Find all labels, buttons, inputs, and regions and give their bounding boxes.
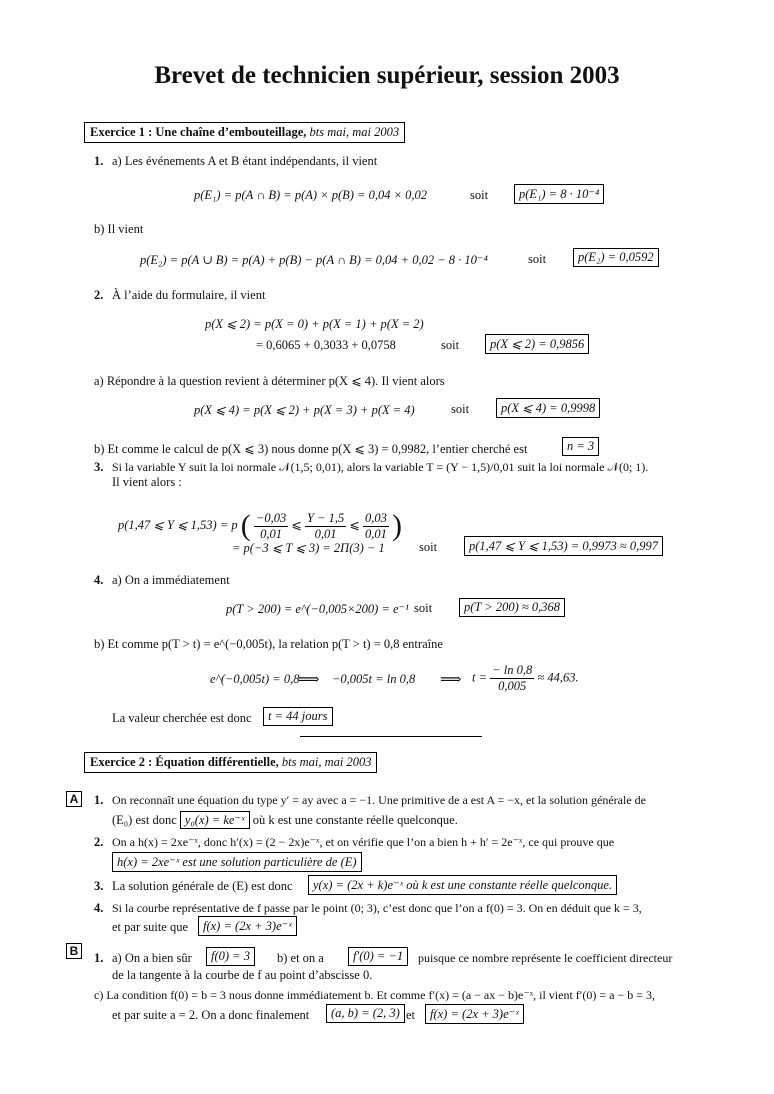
b1-text-2: de la tangente à la courbe de f au point d’abscisse 0. bbox=[112, 968, 373, 982]
exercise-1-source: bts mai, mai 2003 bbox=[309, 125, 400, 139]
implies-arrow: ⟹ bbox=[440, 672, 462, 688]
q1b-equation: p(E₂) = p(A ∪ B) = p(A) + p(B) − p(A ∩ B) = 0,04 + 0,02 − 8 · 10⁻⁴ bbox=[140, 253, 488, 267]
soit-label: soit bbox=[470, 188, 489, 202]
q3-equation-2: = p(−3 ⩽ T ⩽ 3) = 2Π(3) − 1 bbox=[232, 541, 385, 555]
q1-number: 1. bbox=[94, 154, 104, 168]
q3-frac-3: $\frac{0,03}{0,01}$ bbox=[364, 510, 387, 541]
q1a-equation: p(E₁) = p(A ∩ B) = p(A) × p(B) = 0,04 × 0,02 bbox=[194, 188, 428, 202]
page-title: Brevet de technicien supérieur, session 2003 bbox=[154, 62, 620, 89]
q4b-equation-1: e^(−0,005t) = 0,8 bbox=[210, 672, 300, 686]
exercise-1-title: Une chaîne d’embouteillage, bbox=[155, 125, 307, 139]
q3-number: 3. bbox=[94, 460, 104, 474]
a1-result: y₀(x) = ke⁻ˣ bbox=[180, 811, 250, 829]
q4b-conclusion: La valeur cherchée est donc bbox=[112, 711, 252, 725]
exercise-2-header bbox=[84, 752, 377, 773]
soit-label: soit bbox=[414, 601, 433, 615]
q4b-text: b) Et comme p(T > t) = e^(−0,005t), la relation p(T > t) = 0,8 entraîne bbox=[94, 637, 443, 651]
q2-number: 2. bbox=[94, 288, 104, 302]
close-paren: ) bbox=[391, 509, 402, 542]
implies-arrow: ⟹ bbox=[298, 672, 320, 688]
a3-text: La solution générale de (E) est donc bbox=[112, 879, 293, 893]
q4-number: 4. bbox=[94, 573, 104, 587]
q4a-result: p(T > 200) ≈ 0,368 bbox=[459, 598, 565, 617]
bc-result-2: f(x) = (2x + 3)e⁻ˣ bbox=[425, 1004, 524, 1024]
q1a-result: p(E₁) = 8 · 10⁻⁴ bbox=[514, 184, 604, 204]
a1-text-2: (E₀) est donc y₀(x) = ke⁻ˣ où k est une constante réelle quelconque. bbox=[112, 813, 458, 827]
q3-result: p(1,47 ⩽ Y ⩽ 1,53) = 0,9973 ≈ 0,997 bbox=[464, 536, 663, 556]
soit-label: soit bbox=[528, 252, 547, 266]
a1-number: 1. bbox=[94, 793, 104, 807]
q1a-text: a) Les événements A et B étant indépendants, il vient bbox=[112, 154, 378, 168]
a4-text-2: et par suite que bbox=[112, 920, 189, 934]
exercise-1-label: Exercice 1 : bbox=[90, 125, 153, 139]
a4-number: 4. bbox=[94, 901, 104, 915]
q2a-text: a) Répondre à la question revient à déterminer p(X ⩽ 4). Il vient alors bbox=[94, 374, 445, 388]
q4b-frac: $\frac{- \ln 0,8}{0,005}$ bbox=[492, 663, 533, 693]
q1b-result: p(E₂) = 0,0592 bbox=[573, 248, 659, 267]
exercise-2-title: Équation différentielle, bbox=[155, 755, 279, 769]
part-a-marker: A bbox=[66, 791, 82, 807]
bc-text: c) La condition f(0) = b = 3 nous donne immédiatement b. Et comme f′(x) = (a − ax − b)e⁻ˣ, il vient f′(0) = a − b = 3, bbox=[94, 988, 656, 1002]
b1-text-c: puisque ce nombre représente le coefficient directeur bbox=[418, 951, 673, 965]
a1-text: On reconnaît une équation du type y′ = ay avec a = −1. Une primitive de a est A = −x, et la solution générale de bbox=[112, 793, 646, 807]
b1-result-1: f(0) = 3 bbox=[206, 947, 255, 966]
b1-text-a: a) On a bien sûr bbox=[112, 951, 192, 965]
q2a-result: p(X ⩽ 4) = 0,9998 bbox=[496, 398, 600, 418]
a3-number: 3. bbox=[94, 879, 104, 893]
a4-text: Si la courbe représentative de f passe par le point (0; 3), c’est donc que l’on a f(0) = 3. On en déduit que k = 3, bbox=[112, 901, 642, 915]
a2-result: h(x) = 2xe⁻ˣ est une solution particulière de (E) bbox=[112, 852, 362, 872]
a2-number: 2. bbox=[94, 835, 104, 849]
q3-equation-1: p(1,47 ⩽ Y ⩽ 1,53) = p ( $\frac{-0,03}{0,01}$ ⩽ $\frac{Y - 1,5}{0,01}$ ⩽ $\frac{0,03}{0,01}$ ) bbox=[118, 509, 402, 542]
a2-text: On a h(x) = 2xe⁻ˣ, donc h′(x) = (2 − 2x)e⁻ˣ, et on vérifie que l’on a bien h + h′ = 2e⁻ˣ, ce qui prouve que bbox=[112, 835, 615, 849]
soit-label: soit bbox=[419, 540, 438, 554]
q2b-result: n = 3 bbox=[562, 437, 599, 456]
a3-result: y(x) = (2x + k)e⁻ˣ où k est une constante réelle quelconque. bbox=[308, 875, 617, 895]
q3-text-2: Il vient alors : bbox=[112, 475, 182, 489]
q3-eq1-left: p(1,47 ⩽ Y ⩽ 1,53) = p bbox=[118, 517, 238, 532]
open-paren: ( bbox=[240, 509, 251, 542]
q2b-text: b) Et comme le calcul de p(X ⩽ 3) nous donne p(X ⩽ 3) = 0,9982, l’entier cherché est bbox=[94, 442, 528, 456]
q3-frac-1: $\frac{-0,03}{0,01}$ bbox=[255, 510, 287, 541]
q4b-result: t = 44 jours bbox=[263, 707, 333, 726]
q4b-equation-2: −0,005t = ln 0,8 bbox=[332, 672, 416, 686]
b1-result-2: f′(0) = −1 bbox=[348, 947, 408, 966]
q2-equation-2: = 0,6065 + 0,3033 + 0,0758 bbox=[256, 338, 396, 352]
b1-number: 1. bbox=[94, 951, 104, 965]
separator-rule bbox=[300, 736, 482, 737]
q1b-text: b) Il vient bbox=[94, 222, 144, 236]
part-b-marker: B bbox=[66, 943, 82, 959]
q4a-text: a) On a immédiatement bbox=[112, 573, 230, 587]
q2-result: p(X ⩽ 2) = 0,9856 bbox=[485, 334, 589, 354]
exercise-2-label: Exercice 2 : bbox=[90, 755, 153, 769]
soit-label: soit bbox=[451, 402, 470, 416]
b1-text-b: b) et on a bbox=[277, 951, 324, 965]
q2a-equation: p(X ⩽ 4) = p(X ⩽ 2) + p(X = 3) + p(X = 4) bbox=[194, 403, 415, 417]
bc-et: et bbox=[406, 1008, 416, 1022]
q4a-equation: p(T > 200) = e^(−0,005×200) = e⁻¹ bbox=[226, 602, 409, 616]
exercise-2-source: bts mai, mai 2003 bbox=[281, 755, 372, 769]
exercise-1-header bbox=[84, 122, 405, 143]
q4b-equation-3: t = $\frac{- \ln 0,8}{0,005}$ ≈ 44,63. bbox=[472, 663, 579, 693]
q2-equation-1: p(X ⩽ 2) = p(X = 0) + p(X = 1) + p(X = 2) bbox=[205, 317, 424, 331]
q3-text: Si la variable Y suit la loi normale 𝒩(1,5; 0,01), alors la variable T = (Y − 1,5)/0,01 suit la loi normale 𝒩(0; 1). bbox=[112, 460, 649, 474]
bc-text-2: et par suite a = 2. On a donc finalement bbox=[112, 1008, 310, 1022]
bc-result-1: (a, b) = (2, 3) bbox=[326, 1004, 405, 1023]
a4-result: f(x) = (2x + 3)e⁻ˣ bbox=[198, 916, 297, 936]
q2-text: À l’aide du formulaire, il vient bbox=[112, 288, 266, 302]
q3-frac-2: $\frac{Y - 1,5}{0,01}$ bbox=[306, 510, 345, 541]
soit-label: soit bbox=[441, 338, 460, 352]
